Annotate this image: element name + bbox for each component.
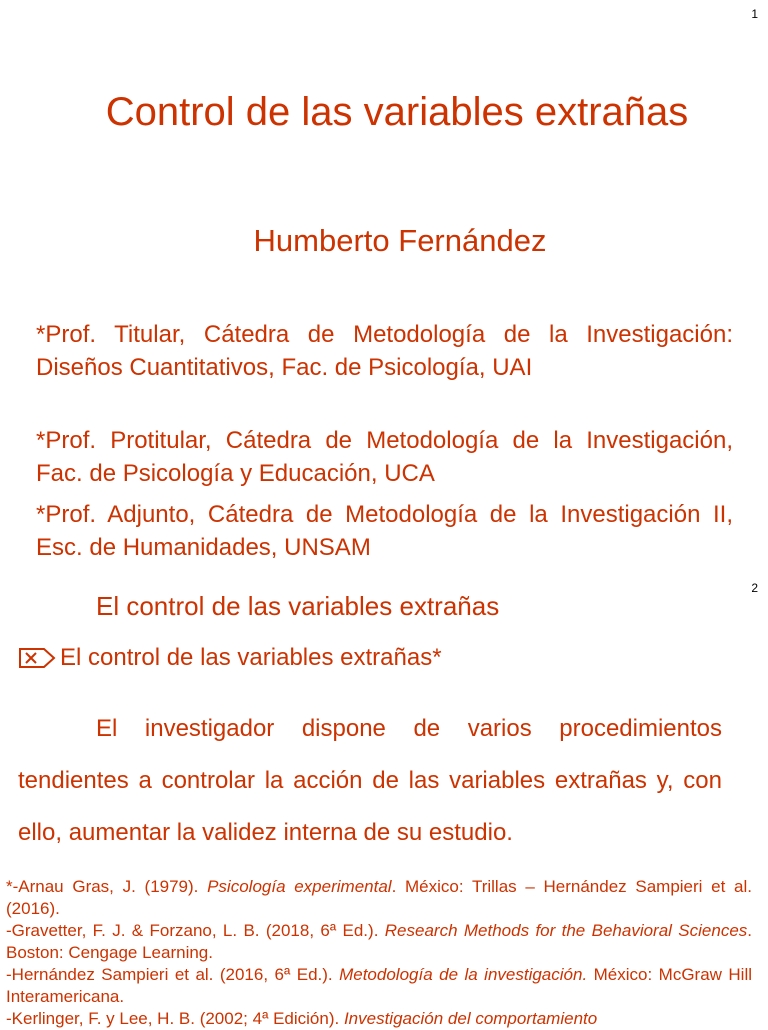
reference-item: -Kerlinger, F. y Lee, H. B. (2002; 4ª Edición). Investigación del comportamiento	[6, 1009, 598, 1028]
reference-item: *-Arnau Gras, J. (1979). Psicología experimental. México: Trillas – Hernández Sampieri et al. (2016).	[6, 877, 752, 918]
slide-title: El control de las variables extrañas	[96, 591, 500, 621]
affiliation: *Prof. Adjunto, Cátedra de Metodología de la Investigación II, Esc. de Humanidades, UNSAM	[36, 501, 733, 561]
reference-item: -Hernández Sampieri et al. (2016, 6ª Ed.). Metodología de la investigación. México: McGraw Hill Interamericana.	[6, 965, 753, 1006]
slide-title: Control de las variables extrañas	[105, 90, 689, 134]
references	[6, 876, 752, 1030]
body-paragraph: El investigador dispone de varios procedimientos tendientes a controlar la acción de las variables extrañas y, con ello, aumentar la validez interna de su estudio.	[18, 715, 722, 846]
bullet-text: El control de las variables extrañas*	[60, 644, 442, 671]
page-number: 2	[751, 581, 758, 595]
affiliation: *Prof. Titular, Cátedra de Metodología de la Investigación: Diseños Cuantitativos, Fac. de Psicología, UAI	[36, 321, 733, 381]
affiliation: *Prof. Protitular, Cátedra de Metodología de la Investigación, Fac. de Psicología y Educación, UCA	[36, 427, 733, 487]
page-number: 1	[751, 7, 758, 21]
author-name: Humberto Fernández	[253, 223, 547, 258]
boxed-x-arrow-icon	[18, 646, 58, 670]
reference-item: -Gravetter, F. J. & Forzano, L. B. (2018, 6ª Ed.). Research Methods for the Behavioral Sciences. Boston: Cengage Learning.	[6, 921, 753, 962]
bullet-item	[18, 644, 442, 672]
